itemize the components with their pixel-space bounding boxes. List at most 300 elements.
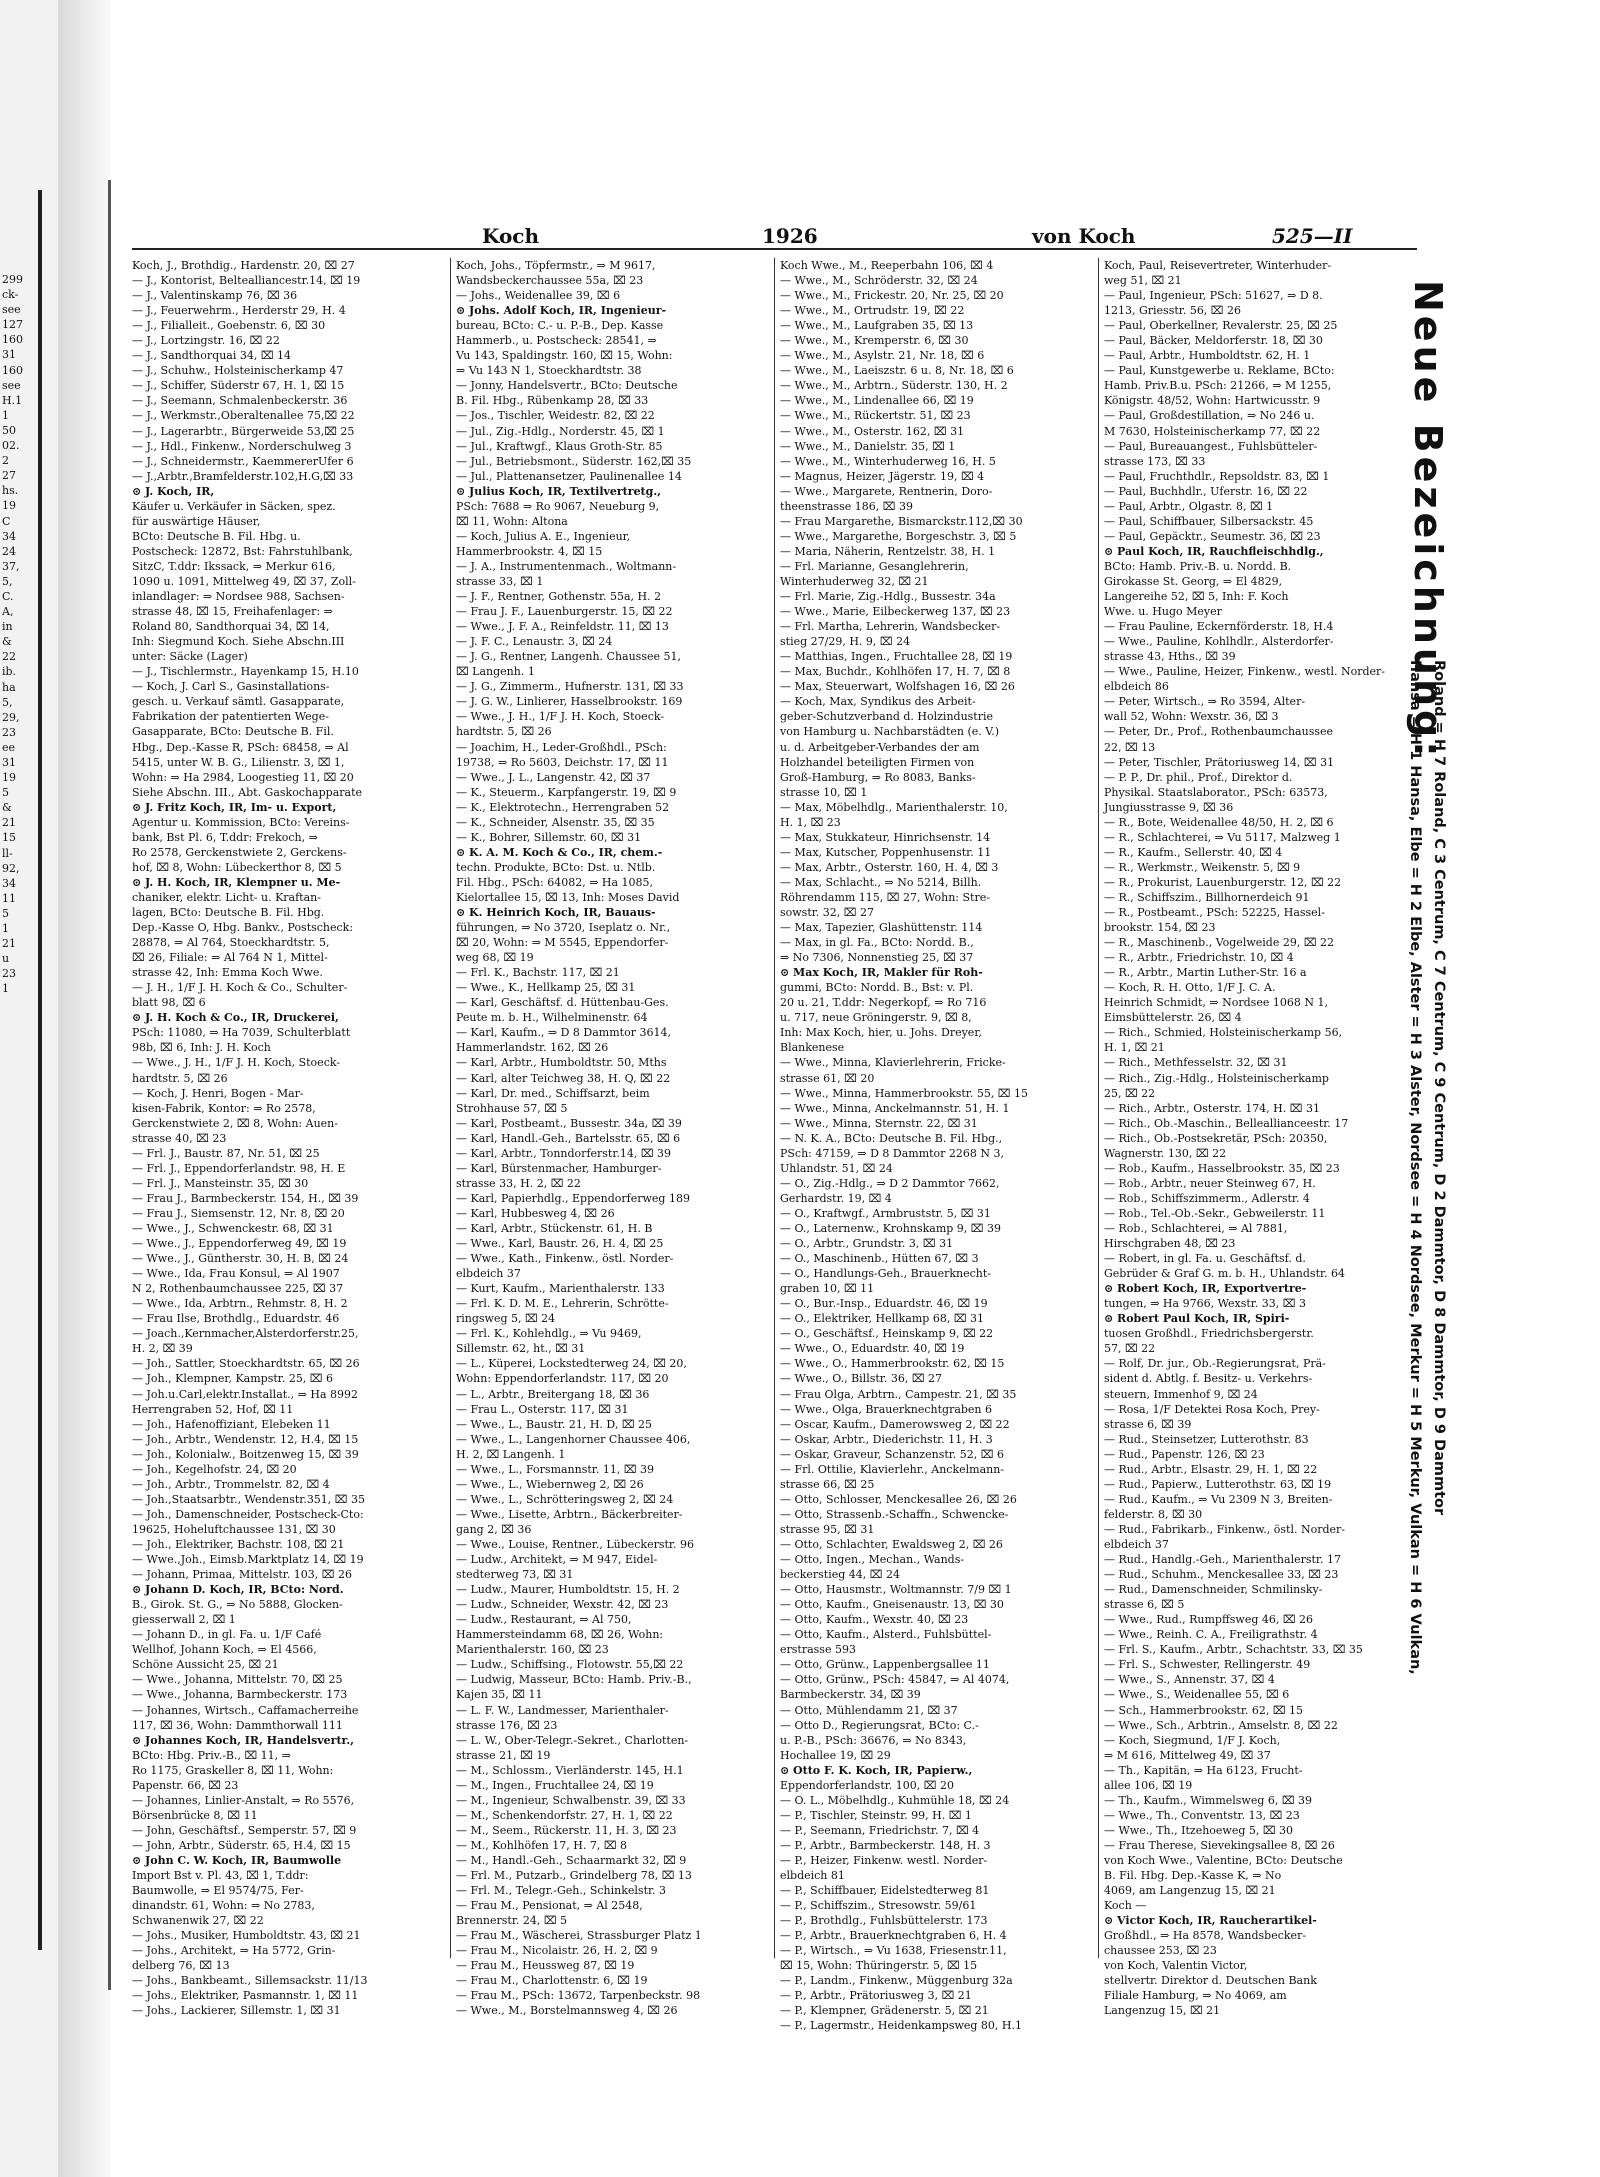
previous-page-fragment: 23 <box>2 725 16 739</box>
directory-entry: — Wwe., M., Kremperstr. 6, ⌧ 30 <box>780 334 969 348</box>
directory-entry: ⌧ Langenh. 1 <box>456 665 535 679</box>
directory-entry: Gerhardstr. 19, ⌧ 4 <box>780 1191 892 1205</box>
directory-entry: — R., Arbtr., Martin Luther-Str. 16 a <box>1104 966 1307 980</box>
directory-entry: theenstrasse 186, ⌧ 39 <box>780 499 913 513</box>
directory-entry: ⊙ J. H. Koch & Co., IR, Druckerei, <box>132 1011 339 1025</box>
header-year: 1926 <box>762 224 818 248</box>
column-divider <box>774 258 775 1958</box>
directory-entry: — Wwe., Karl, Baustr. 26, H. 4, ⌧ 25 <box>456 1237 664 1251</box>
directory-entry: — R., Schiffszim., Billhornerdeich 91 <box>1104 890 1310 904</box>
directory-entry: — Otto, Grünw., PSch: 45847, ⇒ Al 4074, <box>780 1673 1010 1687</box>
directory-entry: tungen, ⇒ Ha 9766, Wexstr. 33, ⌧ 3 <box>1104 1297 1306 1311</box>
directory-entry: Hammerbrookstr. 4, ⌧ 15 <box>456 544 603 558</box>
directory-entry: 22, ⌧ 13 <box>1104 740 1156 754</box>
directory-entry: — Rud., Schuhm., Menckesallee 33, ⌧ 23 <box>1104 1568 1339 1582</box>
directory-entry: — Robert, in gl. Fa. u. Geschäftsf. d. <box>1104 1252 1306 1266</box>
directory-entry: — Frau M., PSch: 13672, Tarpenbeckstr. 98 <box>456 1989 701 2003</box>
directory-entry: strasse 42, Inh: Emma Koch Wwe. <box>132 966 323 980</box>
directory-entry: Marienthalerstr. 160, ⌧ 23 <box>456 1643 609 1657</box>
directory-page <box>112 0 1600 2177</box>
directory-entry: strasse 48, ⌧ 15, Freihafenlager: ⇒ <box>132 605 333 619</box>
previous-page-fragment: 29, <box>2 710 20 724</box>
directory-entry: — Frau M., Charlottenstr. 6, ⌧ 19 <box>456 1974 648 1988</box>
directory-entry: — Paul, Ingenieur, PSch: 51627, ⇒ D 8. <box>1104 289 1323 303</box>
directory-entry: — Wwe., Louise, Rentner., Lübeckerstr. 96 <box>456 1537 694 1551</box>
directory-entry: Vu 143, Spaldingstr. 160, ⌧ 15, Wohn: <box>456 349 673 363</box>
previous-page-fragment: 34 <box>2 529 16 543</box>
directory-entry: weg 51, ⌧ 21 <box>1104 274 1182 288</box>
directory-entry: — Wwe., M., Rückertstr. 51, ⌧ 23 <box>780 409 971 423</box>
previous-page-fragment: 2 <box>2 454 9 468</box>
directory-entry: M 7630, Holsteinischerkamp 77, ⌧ 22 <box>1104 424 1321 438</box>
directory-entry: — Oskar, Graveur, Schanzenstr. 52, ⌧ 6 <box>780 1447 1004 1461</box>
directory-entry: — Paul, Bäcker, Meldorferstr. 18, ⌧ 30 <box>1104 334 1323 348</box>
directory-entry: unter: Säcke (Lager) <box>132 650 248 664</box>
directory-entry: SitzC, T.ddr: Ikssack, ⇒ Merkur 616, <box>132 559 336 573</box>
directory-entry: ⊙ Paul Koch, IR, Rauchfleischhdlg., <box>1104 544 1324 558</box>
directory-entry: Barmbeckerstr. 34, ⌧ 39 <box>780 1688 921 1702</box>
directory-entry: Hammersteindamm 68, ⌧ 26, Wohn: <box>456 1628 664 1642</box>
directory-entry: — Th., Kapitän, ⇒ Ha 6123, Frucht- <box>1104 1763 1303 1777</box>
directory-entry: — Wwe., Olga, Brauerknechtgraben 6 <box>780 1402 993 1416</box>
directory-entry: — P., Brothdlg., Fuhlsbüttelerstr. 173 <box>780 1914 988 1928</box>
directory-entry: ⊙ Max Koch, IR, Makler für Roh- <box>780 966 983 980</box>
directory-entry: Koch Wwe., M., Reeperbahn 106, ⌧ 4 <box>780 259 994 272</box>
directory-entry: — P., Wirtsch., ⇒ Vu 1638, Friesenstr.11, <box>780 1944 1007 1958</box>
directory-entry: — Otto, Mühlendamm 21, ⌧ 37 <box>780 1703 958 1717</box>
directory-entry: PSch: 11080, ⇒ Ha 7039, Schulterblatt <box>132 1026 351 1040</box>
directory-entry: ⊙ K. Heinrich Koch, IR, Bauaus- <box>456 906 656 920</box>
directory-entry: — R., Werkmstr., Weikenstr. 5, ⌧ 9 <box>1104 860 1301 874</box>
directory-entry: ringsweg 5, ⌧ 24 <box>456 1312 556 1326</box>
directory-entry: — Wwe., M., Winterhuderweg 16, H. 5 <box>780 454 996 468</box>
directory-entry: — J., Lagerarbtr., Bürgerweide 53,⌧ 25 <box>132 424 355 438</box>
directory-entry: 5415, unter W. B. G., Lilienstr. 3, ⌧ 1, <box>132 755 345 769</box>
previous-page-fragment: 21 <box>2 937 16 951</box>
directory-entry: — Magnus, Heizer, Jägerstr. 19, ⌧ 4 <box>780 469 985 483</box>
previous-page-fragment: 23 <box>2 967 16 981</box>
directory-entry: — Jul., Zig.-Hdlg., Norderstr. 45, ⌧ 1 <box>456 424 665 438</box>
directory-entry: — Oscar, Kaufm., Damerowsweg 2, ⌧ 22 <box>780 1417 1010 1431</box>
directory-entry: — R., Prokurist, Lauenburgerstr. 12, ⌧ 22 <box>1104 875 1342 889</box>
directory-entry: strasse 6, ⌧ 5 <box>1104 1598 1185 1612</box>
directory-entry: — R., Maschinenb., Vogelweide 29, ⌧ 22 <box>1104 936 1334 950</box>
header-rule <box>132 248 1417 250</box>
previous-page-fragment: 160 <box>2 363 23 377</box>
directory-entry: stieg 27/29, H. 9, ⌧ 24 <box>780 635 911 649</box>
directory-entry: chaniker, elektr. Licht- u. Kraftan- <box>132 890 321 904</box>
directory-entry: — Frl. J., Baustr. 87, Nr. 51, ⌧ 25 <box>132 1146 320 1160</box>
directory-entry: — Wwe., Minna, Anckelmannstr. 51, H. 1 <box>780 1101 1010 1115</box>
directory-entry: strasse 33, ⌧ 1 <box>456 574 544 588</box>
directory-entry: — Johs., Lackierer, Sillemstr. 1, ⌧ 31 <box>132 2004 341 2018</box>
directory-entry: ⌧ 11, Wohn: Altona <box>456 514 568 528</box>
directory-entry: Kielortallee 15, ⌧ 13, Inh: Moses David <box>456 890 680 904</box>
directory-entry: — J., Sandthorquai 34, ⌧ 14 <box>132 349 292 363</box>
directory-entry: — Frl. Marianne, Gesanglehrerin, <box>780 559 969 573</box>
directory-entry: — Otto, Kaufm., Alsterd., Fuhlsbüttel- <box>780 1628 992 1642</box>
directory-entry: brookstr. 154, ⌧ 23 <box>1104 921 1216 935</box>
previous-page-fragments <box>2 272 36 997</box>
column-2 <box>456 258 768 2018</box>
directory-entry: — P., Lagermstr., Heidenkampsweg 80, H.1 <box>780 2019 1023 2033</box>
directory-entry: — Rob., Schiffszimmerm., Adlerstr. 4 <box>1104 1191 1310 1205</box>
directory-entry: Großhdl., ⇒ Ha 8578, Wandsbecker- <box>1104 1929 1307 1943</box>
previous-page-fragment: 19 <box>2 771 16 785</box>
directory-entry: von Koch, Valentin Victor, <box>1104 1959 1248 1973</box>
previous-page-fragment: 19 <box>2 499 16 513</box>
directory-entry: — Karl, Arbtr., Humboldtstr. 50, Mths <box>456 1056 667 1070</box>
directory-entry: u. 717, neue Gröningerstr. 9, ⌧ 8, <box>780 1011 972 1025</box>
directory-entry: gummi, BCto: Nordd. B., Bst: v. Pl. <box>780 981 974 995</box>
previous-page-fragment: 11 <box>2 891 16 905</box>
directory-entry: — J. G., Rentner, Langenh. Chaussee 51, <box>456 650 681 664</box>
directory-entry: techn. Produkte, BCto: Dst. u. Ntlb. <box>456 860 656 874</box>
directory-entry: — Frl. S., Schwester, Rellingerstr. 49 <box>1104 1658 1311 1672</box>
directory-entry: 25, ⌧ 22 <box>1104 1086 1156 1100</box>
directory-entry: — Wwe., J., Schwenckestr. 68, ⌧ 31 <box>132 1222 334 1235</box>
previous-page-fragment: 160 <box>2 333 23 347</box>
directory-entry: Gebrüder & Graf G. m. b. H., Uhlandstr. 64 <box>1104 1267 1346 1281</box>
directory-entry: Hammerlandstr. 162, ⌧ 26 <box>456 1041 609 1055</box>
directory-entry: führungen, ⇒ No 3720, Iseplatz o. Nr., <box>456 921 671 935</box>
directory-entry: — Joh., Kolonialw., Boitzenweg 15, ⌧ 39 <box>132 1447 359 1461</box>
directory-entry: — Frau Olga, Arbtrn., Campestr. 21, ⌧ 35 <box>780 1387 1017 1401</box>
directory-entry: — Karl, Dr. med., Schiffsarzt, beim <box>456 1086 650 1100</box>
directory-entry: Käufer u. Verkäufer in Säcken, spez. <box>132 499 336 513</box>
directory-entry: — Frl. K., Kohlehdlg., ⇒ Vu 9469, <box>456 1327 642 1341</box>
directory-entry: — Wwe., M., Arbtrn., Süderstr. 130, H. 2 <box>780 379 1008 393</box>
directory-entry: — Jul., Kraftwgf., Klaus Groth-Str. 85 <box>456 439 663 453</box>
directory-entry: — Rud., Kaufm., ⇒ Vu 2309 N 3, Breiten- <box>1104 1492 1333 1506</box>
directory-entry: ⊙ J. Koch, IR, <box>132 484 215 498</box>
directory-entry: ⊙ Robert Paul Koch, IR, Spiri- <box>1104 1312 1290 1326</box>
previous-page-fragment: 1 <box>2 408 9 422</box>
directory-entry: — Wwe., Pauline, Heizer, Finkenw., westl. Norder- <box>1104 665 1385 679</box>
directory-entry: Inh: Max Koch, hier, u. Johs. Dreyer, <box>780 1026 982 1040</box>
directory-entry: Wandsbeckerchaussee 55a, ⌧ 23 <box>456 274 644 288</box>
directory-entry: — Joh., Elektriker, Bachstr. 108, ⌧ 21 <box>132 1537 345 1551</box>
directory-entry: — Paul, Fruchthdlr., Repsoldstr. 83, ⌧ 1 <box>1104 469 1330 483</box>
directory-entry: — Frl. J., Eppendorferlandstr. 98, H. E <box>132 1161 346 1175</box>
previous-page-fragment: 50 <box>2 423 16 437</box>
directory-entry: — Rob., Tel.-Ob.-Sekr., Gebweilerstr. 11 <box>1104 1206 1326 1220</box>
directory-entry: Hamb. Priv.B.u. PSch: 21266, ⇒ M 1255, <box>1104 379 1332 393</box>
directory-entry: — J., Valentinskamp 76, ⌧ 36 <box>132 289 298 303</box>
directory-entry: hardtstr. 5, ⌧ 26 <box>132 1071 228 1085</box>
directory-entry: — Wwe., M., Osterstr. 162, ⌧ 31 <box>780 424 965 438</box>
directory-entry: PSch: 47159, ⇒ D 8 Dammtor 2268 N 3, <box>780 1146 1005 1160</box>
directory-entry: stedterweg 73, ⌧ 31 <box>456 1568 574 1582</box>
directory-entry: — R., Postbeamt., PSch: 52225, Hassel- <box>1104 906 1325 920</box>
directory-entry: — Wwe., M., Lindenallee 66, ⌧ 19 <box>780 394 974 408</box>
directory-entry: — P., Arbtr., Brauerknechtgraben 6, H. 4 <box>780 1929 1007 1943</box>
directory-entry: — Paul, Arbtr., Humboldtstr. 62, H. 1 <box>1104 349 1311 363</box>
directory-entry: H. 1, ⌧ 23 <box>780 815 841 829</box>
directory-entry: Fil. Hbg., PSch: 64082, ⇒ Ha 1085, <box>456 875 654 889</box>
directory-entry: strasse 176, ⌧ 23 <box>456 1718 558 1732</box>
directory-entry: — Karl, alter Teichweg 38, H. Q, ⌧ 22 <box>456 1071 671 1085</box>
directory-entry: Postscheck: 12872, Bst: Fahrstuhlbank, <box>132 544 353 558</box>
directory-entry: ⌧ 26, Filiale: ⇒ Al 764 N 1, Mittel- <box>132 951 328 965</box>
directory-entry: — Rud., Fabrikarb., Finkenw., östl. Norder- <box>1104 1522 1345 1536</box>
directory-entry: — R., Arbtr., Friedrichstr. 10, ⌧ 4 <box>1104 951 1294 965</box>
directory-entry: — Joachim, H., Leder-Großhdl., PSch: <box>456 740 667 754</box>
directory-entry: — Frau Therese, Sievekingsallee 8, ⌧ 26 <box>1104 1838 1335 1852</box>
directory-entry: B. Fil. Hbg. Dep.-Kasse K, ⇒ No <box>1104 1869 1282 1883</box>
directory-entry: u. d. Arbeitgeber-Verbandes der am <box>780 740 980 754</box>
directory-entry: — O., Laternenw., Krohnskamp 9, ⌧ 39 <box>780 1222 1001 1235</box>
directory-entry: bureau, BCto: C.- u. P.-B., Dep. Kasse <box>456 319 664 333</box>
directory-entry: — Otto, Strassenb.-Schaffn., Schwencke- <box>780 1507 1009 1521</box>
directory-entry: — Wwe., J., Güntherstr. 30, H. B, ⌧ 24 <box>132 1252 349 1266</box>
directory-entry: — Karl, Papierhdlg., Eppendorferweg 189 <box>456 1191 690 1205</box>
directory-entry: Herrengraben 52, Hof, ⌧ 11 <box>132 1402 294 1416</box>
directory-entry: 4069, am Langenzug 15, ⌧ 21 <box>1104 1884 1276 1898</box>
directory-entry: Filiale Hamburg, ⇒ No 4069, am <box>1104 1989 1287 2003</box>
directory-entry: erstrasse 593 <box>780 1643 856 1657</box>
previous-page-border <box>38 190 42 1950</box>
directory-entry: — Karl, Handl.-Geh., Bartelsstr. 65, ⌧ 6 <box>456 1131 681 1145</box>
directory-entry: — Frl. M., Putzarb., Grindelberg 78, ⌧ 13 <box>456 1869 692 1883</box>
directory-entry: — M., Handl.-Geh., Schaarmarkt 32, ⌧ 9 <box>456 1853 687 1867</box>
directory-entry: H. 1, ⌧ 21 <box>1104 1041 1165 1055</box>
directory-entry: Import Bst v. Pl. 43, ⌧ 1, T.ddr: <box>132 1869 309 1883</box>
directory-entry: — Johs., Architekt, ⇒ Ha 5772, Grin- <box>132 1944 336 1958</box>
directory-entry: — Frau M., Heussweg 87, ⌧ 19 <box>456 1959 635 1973</box>
directory-entry: — Otto, Hausmstr., Woltmannstr. 7/9 ⌧ 1 <box>780 1583 1012 1597</box>
directory-entry: — Otto, Schlosser, Menckesallee 26, ⌧ 26 <box>780 1492 1017 1506</box>
directory-entry: beckerstieg 44, ⌧ 24 <box>780 1568 900 1582</box>
previous-page-fragment: C. <box>2 589 14 603</box>
directory-entry: ⊙ Robert Koch, IR, Exportvertre- <box>1104 1282 1307 1296</box>
directory-entry: — Wwe., L., Wiebernweg 2, ⌧ 26 <box>456 1477 644 1491</box>
directory-entry: — Th., Kaufm., Wimmelsweg 6, ⌧ 39 <box>1104 1793 1313 1807</box>
previous-page-fragment: ha <box>2 680 16 694</box>
directory-entry: — Paul, Schiffbauer, Silbersackstr. 45 <box>1104 514 1314 528</box>
directory-entry: 28878, ⇒ Al 764, Stoeckhardtstr. 5, <box>132 936 330 950</box>
directory-entry: Schwanenwik 27, ⌧ 22 <box>132 1914 264 1928</box>
directory-entry: ⌧ 20, Wohn: ⇒ M 5545, Eppendorfer- <box>456 936 669 950</box>
directory-entry: — P., Arbtr., Prätoriusweg 3, ⌧ 21 <box>780 1989 972 2003</box>
directory-entry: Winterhuderweg 32, ⌧ 21 <box>780 574 929 588</box>
directory-entry: — J., Kontorist, Beltealliancestr.14, ⌧ 19 <box>132 274 361 288</box>
directory-entry: — Koch, Julius A. E., Ingenieur, <box>456 529 631 543</box>
previous-page-edge <box>0 0 58 2177</box>
directory-entry: Holzhandel beteiligten Firmen von <box>780 755 975 769</box>
previous-page-fragment: ll- <box>2 846 13 860</box>
directory-entry: — Rob., Schlachterei, ⇒ Al 7881, <box>1104 1222 1288 1235</box>
directory-entry: — Wwe., J., Eppendorferweg 49, ⌧ 19 <box>132 1237 347 1251</box>
directory-entry: bank, Bst Pl. 6, T.ddr: Frekoch, ⇒ <box>132 830 318 844</box>
directory-entry: Kajen 35, ⌧ 11 <box>456 1688 543 1702</box>
directory-entry: — Frau M., Nicolaistr. 26, H. 2, ⌧ 9 <box>456 1944 658 1958</box>
previous-page-fragment: & <box>2 635 12 649</box>
directory-entry: — Max, Tapezier, Glashüttenstr. 114 <box>780 921 983 935</box>
directory-entry: — Wwe., Johanna, Barmbeckerstr. 173 <box>132 1688 348 1702</box>
directory-entry: — Wwe., M., Laeiszstr. 6 u. 8, Nr. 18, ⌧ 6 <box>780 364 1014 378</box>
directory-entry: — O., Zig.-Hdlg., ⇒ D 2 Dammtor 7662, <box>780 1176 1000 1190</box>
directory-entry: — Joh., Damenschneider, Postscheck-Cto: <box>132 1507 364 1521</box>
directory-entry: sident d. Abtlg. f. Besitz- u. Verkehrs- <box>1104 1372 1313 1386</box>
directory-entry: — Frau J., Siemsenstr. 12, Nr. 8, ⌧ 20 <box>132 1206 345 1220</box>
directory-entry: — Frau M., Pensionat, ⇒ Al 2548, <box>456 1899 643 1913</box>
directory-entry: — Wwe., L., Schrötteringsweg 2, ⌧ 24 <box>456 1492 674 1506</box>
previous-page-fragment: 27 <box>2 469 16 483</box>
header-left: Koch <box>482 224 540 248</box>
directory-entry: — Johann D., in gl. Fa. u. 1/F Café <box>132 1628 322 1642</box>
directory-entry: — Johannes, Wirtsch., Caffamacherreihe <box>132 1703 359 1717</box>
directory-entry: elbdeich 37 <box>1104 1537 1169 1551</box>
previous-page-fragment: 92, <box>2 861 20 875</box>
directory-entry: — Rob., Kaufm., Hasselbrookstr. 35, ⌧ 23 <box>1104 1161 1340 1175</box>
directory-entry: ⇒ M 616, Mittelweg 49, ⌧ 37 <box>1104 1748 1271 1762</box>
directory-entry: — Max, Kutscher, Poppenhusenstr. 11 <box>780 845 992 859</box>
directory-entry: — O., Elektriker, Hellkamp 68, ⌧ 31 <box>780 1312 984 1326</box>
directory-entry: — L., Küperei, Lockstedterweg 24, ⌧ 20, <box>456 1357 687 1371</box>
directory-entry: — P., Seemann, Friedrichstr. 7, ⌧ 4 <box>780 1823 980 1837</box>
directory-entry: BCto: Hbg. Priv.-B., ⌧ 11, ⇒ <box>132 1748 291 1762</box>
directory-entry: strasse 173, ⌧ 33 <box>1104 454 1206 468</box>
directory-entry: — Max, Steuerwart, Wolfshagen 16, ⌧ 26 <box>780 680 1015 694</box>
directory-entry: — Wwe., L., Langenhorner Chaussee 406, <box>456 1432 691 1446</box>
directory-entry: — Frl. K., Bachstr. 117, ⌧ 21 <box>456 966 620 980</box>
gutter-line <box>108 180 111 1990</box>
directory-entry: Röhrendamm 115, ⌧ 27, Wohn: Stre- <box>780 890 990 904</box>
directory-entry: — Wwe., S., Weidenallee 55, ⌧ 6 <box>1104 1688 1290 1702</box>
side-notice-line-1: Hansa = H 1 Hansa, Elbe = H 2 Elbe, Alster = H 3 Alster, Nordsee = H 4 Nordsee, Merkur = H 5 Merkur, Vulkan = H 6 Vulkan, <box>1407 660 1423 1675</box>
directory-entry: — Jul., Plattenansetzer, Paulinenallee 14 <box>456 469 682 483</box>
directory-entry: Physikal. Staatslaborator., PSch: 63573, <box>1104 785 1328 799</box>
directory-entry: ⇒ Vu 143 N 1, Stoeckhardtstr. 38 <box>456 364 642 378</box>
directory-entry: chaussee 253, ⌧ 23 <box>1104 1944 1217 1958</box>
directory-entry: — John, Arbtr., Süderstr. 65, H.4, ⌧ 15 <box>132 1838 351 1852</box>
column-4 <box>1104 258 1394 2018</box>
directory-entry: — Johann, Primaa, Mittelstr. 103, ⌧ 26 <box>132 1568 352 1582</box>
directory-entry: — Oskar, Arbtr., Diederichstr. 11, H. 3 <box>780 1432 993 1446</box>
directory-entry: — P., Schiffbauer, Eidelstedterweg 81 <box>780 1884 990 1898</box>
directory-entry: — Peter, Dr., Prof., Rothenbaumchaussee <box>1104 725 1334 739</box>
directory-entry: für auswärtige Häuser, <box>132 514 261 528</box>
directory-entry: H. 2, ⌧ 39 <box>132 1342 193 1356</box>
directory-entry: Papenstr. 66, ⌧ 23 <box>132 1778 239 1792</box>
page-number: 525—II <box>1272 224 1353 248</box>
directory-entry: — Max, Möbelhdlg., Marienthalerstr. 10, <box>780 800 1008 814</box>
directory-entry: — Frl. Martha, Lehrerin, Wandsbecker- <box>780 620 1001 634</box>
directory-entry: — J., Schiffer, Süderstr 67, H. 1, ⌧ 15 <box>132 379 345 393</box>
directory-entry: — K., Elektrotechn., Herrengraben 52 <box>456 800 670 814</box>
header-right: von Koch <box>1032 224 1136 248</box>
directory-entry: — Karl, Bürstenmacher, Hamburger- <box>456 1161 662 1175</box>
previous-page-fragment: see <box>2 303 21 317</box>
directory-entry: — Koch, J. Henri, Bogen - Mar- <box>132 1086 304 1100</box>
directory-entry: — J., Schneidermstr., KaemmererUfer 6 <box>132 454 354 468</box>
directory-entry: sowstr. 32, ⌧ 27 <box>780 906 874 920</box>
directory-entry: allee 106, ⌧ 19 <box>1104 1778 1193 1792</box>
directory-entry: — Wwe., J. F. A., Reinfeldstr. 11, ⌧ 13 <box>456 620 669 634</box>
directory-entry: — Wwe., M., Schröderstr. 32, ⌧ 24 <box>780 274 978 288</box>
directory-entry: — Frl. Ottilie, Klavierlehr., Anckelmann- <box>780 1462 1005 1476</box>
previous-page-fragment: 1 <box>2 922 9 936</box>
previous-page-fragment: in <box>2 620 13 634</box>
directory-entry: Hochallee 19, ⌧ 29 <box>780 1748 891 1762</box>
directory-entry: — Wwe., J. H., 1/F J. H. Koch, Stoeck- <box>132 1056 341 1070</box>
page-gutter <box>58 0 110 2177</box>
directory-entry: u. P.-B., PSch: 36676, ⇒ No 8343, <box>780 1733 967 1747</box>
directory-entry: — Wwe., K., Hellkamp 25, ⌧ 31 <box>456 981 636 995</box>
directory-entry: — R., Kaufm., Sellerstr. 40, ⌧ 4 <box>1104 845 1283 859</box>
directory-entry: — N. K. A., BCto: Deutsche B. Fil. Hbg., <box>780 1131 1003 1145</box>
directory-entry: — Rob., Arbtr., neuer Steinweg 67, H. <box>1104 1176 1316 1190</box>
directory-entry: — J., Lortzingstr. 16, ⌧ 22 <box>132 334 280 348</box>
directory-entry: — Wwe., M., Laufgraben 35, ⌧ 13 <box>780 319 974 333</box>
previous-page-fragment: 21 <box>2 816 16 830</box>
directory-entry: — Rud., Papierw., Lutterothstr. 63, ⌧ 19 <box>1104 1477 1332 1491</box>
directory-entry: Eppendorferlandstr. 100, ⌧ 20 <box>780 1778 954 1792</box>
directory-entry: — O., Arbtr., Grundstr. 3, ⌧ 31 <box>780 1237 954 1251</box>
directory-entry: Roland 80, Sandthorquai 34, ⌧ 14, <box>132 620 330 634</box>
directory-entry: strasse 21, ⌧ 19 <box>456 1748 551 1762</box>
directory-entry: — Wwe., Th., Itzehoeweg 5, ⌧ 30 <box>1104 1823 1294 1837</box>
directory-entry: — Johs., Elektriker, Pasmannstr. 1, ⌧ 11 <box>132 1989 359 2003</box>
directory-entry: — Johs., Musiker, Humboldtstr. 43, ⌧ 21 <box>132 1929 361 1943</box>
directory-entry: — P., Klempner, Grädenerstr. 5, ⌧ 21 <box>780 2004 989 2018</box>
directory-entry: — Frl. S., Kaufm., Arbtr., Schachtstr. 33, ⌧ 35 <box>1104 1643 1363 1657</box>
directory-entry: Koch, J., Brothdig., Hardenstr. 20, ⌧ 27 <box>132 259 355 272</box>
directory-entry: gang 2, ⌧ 36 <box>456 1522 532 1536</box>
directory-entry: — Rich., Zig.-Hdlg., Holsteinischerkamp <box>1104 1071 1329 1085</box>
directory-entry: 20 u. 21, T.ddr: Negerkopf, ⇒ Ro 716 <box>780 996 987 1010</box>
previous-page-fragment: C <box>2 514 11 528</box>
directory-entry: BCto: Hamb. Priv.-B. u. Nordd. B. <box>1104 559 1292 573</box>
previous-page-fragment: 15 <box>2 831 16 845</box>
column-3 <box>780 258 1092 2033</box>
directory-entry: — M., Ingenieur, Schwalbenstr. 39, ⌧ 33 <box>456 1793 686 1807</box>
directory-entry: — Frau J. F., Lauenburgerstr. 15, ⌧ 22 <box>456 605 673 619</box>
directory-entry: — Ludw., Schneider, Wexstr. 42, ⌧ 23 <box>456 1598 669 1612</box>
directory-entry: — Joh., Hafenoffiziant, Elebeken 11 <box>132 1417 331 1431</box>
directory-entry: — Wwe., Johanna, Mittelstr. 70, ⌧ 25 <box>132 1673 343 1687</box>
directory-entry: ⊙ K. A. M. Koch & Co., IR, chem.- <box>456 845 663 859</box>
directory-entry: — Max, Buchdr., Kohlhöfen 17, H. 7, ⌧ 8 <box>780 665 1011 679</box>
directory-entry: Inh: Siegmund Koch. Siehe Abschn.III <box>132 635 345 649</box>
directory-entry: — Joach.,Kernmacher,Alsterdorferstr.25, <box>132 1327 359 1341</box>
directory-entry: BCto: Deutsche B. Fil. Hbg. u. <box>132 529 301 543</box>
directory-entry: — Wwe., Minna, Sternstr. 22, ⌧ 31 <box>780 1116 978 1130</box>
directory-entry: ⊙ J. Fritz Koch, IR, Im- u. Export, <box>132 800 337 814</box>
directory-entry: ⊙ Johannes Koch, IR, Handelsvertr., <box>132 1733 354 1747</box>
directory-entry: — L. W., Ober-Telegr.-Sekret., Charlotten- <box>456 1733 689 1747</box>
directory-entry: — Frau Pauline, Eckernförderstr. 18, H.4 <box>1104 620 1334 634</box>
directory-entry: — P., Schiffszim., Stresowstr. 59/61 <box>780 1899 977 1913</box>
previous-page-fragment: 5, <box>2 695 13 709</box>
directory-entry: Eimsbüttelerstr. 26, ⌧ 4 <box>1104 1011 1242 1025</box>
directory-entry: Peute m. b. H., Wilhelminenstr. 64 <box>456 1011 648 1025</box>
directory-entry: inlandlager: ⇒ Nordsee 988, Sachsen- <box>132 590 345 604</box>
directory-entry: Hbg., Dep.-Kasse R, PSch: 68458, ⇒ Al <box>132 740 349 754</box>
directory-entry: — Rud., Steinsetzer, Lutterothstr. 83 <box>1104 1432 1309 1446</box>
directory-entry: strasse 33, H. 2, ⌧ 22 <box>456 1176 581 1190</box>
directory-entry: PSch: 7688 ⇒ Ro 9067, Neueburg 9, <box>456 499 660 513</box>
directory-entry: 98b, ⌧ 6, Inh: J. H. Koch <box>132 1041 271 1055</box>
directory-entry: Königstr. 48/52, Wohn: Hartwicusstr. 9 <box>1104 394 1321 408</box>
directory-entry: H. 2, ⌧ Langenh. 1 <box>456 1447 566 1461</box>
directory-entry: — Peter, Tischler, Prätoriusweg 14, ⌧ 31 <box>1104 755 1335 769</box>
directory-entry: Uhlandstr. 51, ⌧ 24 <box>780 1161 893 1175</box>
directory-entry: Fabrikation der patentierten Wege- <box>132 710 329 724</box>
directory-entry: — Ludwig, Masseur, BCto: Hamb. Priv.-B., <box>456 1673 692 1687</box>
directory-entry: — Rosa, 1/F Detektei Rosa Koch, Prey- <box>1104 1402 1320 1416</box>
